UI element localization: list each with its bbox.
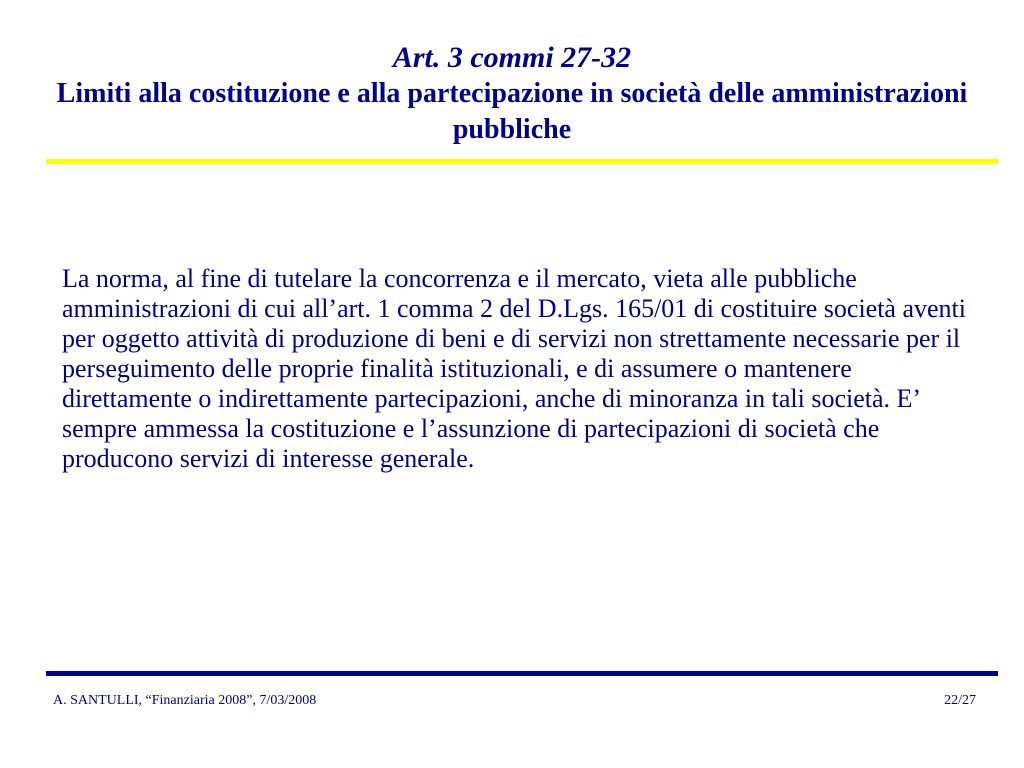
title-subject: Limiti alla costituzione e alla partecipazione in società delle amministrazioni pubbliche xyxy=(56,78,968,145)
slide-title xyxy=(48,40,976,148)
title-article-reference: Art. 3 commi 27-32 xyxy=(392,41,632,74)
body-paragraph: La norma, al fine di tutelare la concorrenza e il mercato, vieta alle pubbliche amministrazioni di cui all’art. 1 comma 2 del D.Lgs. 165/01 di costituire società aventi per oggetto attività di produzione di beni e di servizi non strettamente necessarie per il perseguimento delle proprie finalità istituzionali, e di assumere o mantenere direttamente o indirettamente partecipazioni, anche di minoranza in tali società. E’ sempre ammessa la costituzione e l’assunzione di partecipazioni di società che producono servizi di interesse generale. xyxy=(62,264,966,473)
footer-author-info: A. SANTULLI, “Finanziaria 2008”, 7/03/2008 xyxy=(53,693,317,708)
title-divider xyxy=(46,159,998,164)
footer-divider xyxy=(46,671,998,676)
footer-page-number: 22/27 xyxy=(944,693,976,708)
